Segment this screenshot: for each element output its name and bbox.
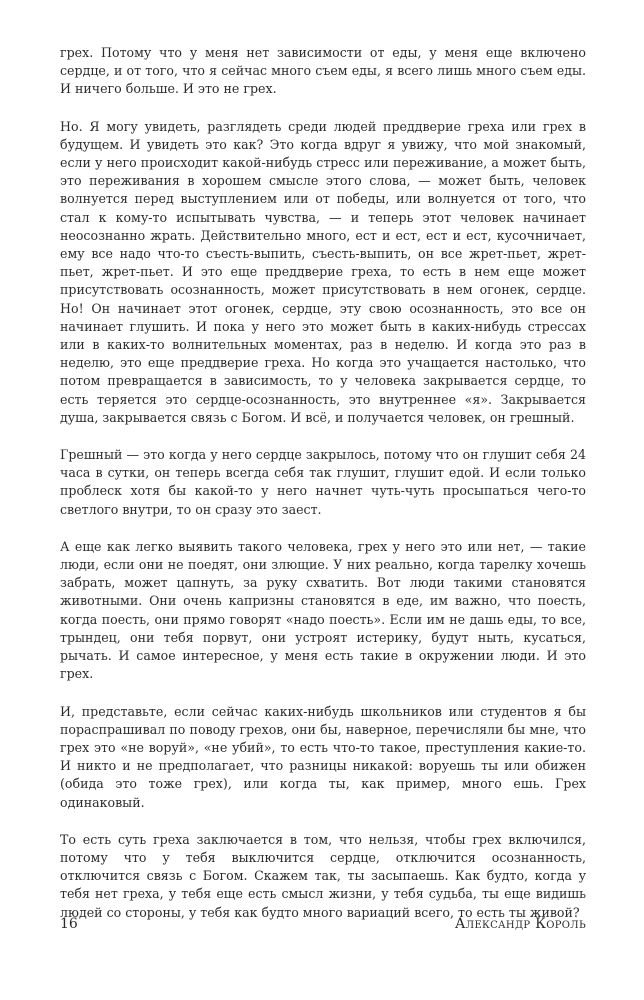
paragraph-6: То есть суть греха заключается в том, что нельзя, чтобы грех включился, потому что у тебя выключится сердце, отключится осознанность, отключится связь с Богом. Скажем так, ты засыпаешь. Как будто, когда у тебя нет греха, у тебя еще есть смысл жизни, у тебя судьба, ты еще видишь людей со стороны, у тебя как будто много вариаций всего, то есть ты живой? [60, 831, 586, 920]
page-number: 16 [60, 916, 78, 932]
page-body-text [60, 44, 586, 922]
paragraph-4: А еще как легко выявить такого человека, грех у него это или нет, — такие люди, если они не поедят, они злющие. У них реально, когда тарелку хочешь забрать, может цапнуть, за руку схватить. Вот люди такими становятся животными. Они очень капризны становятся в еде, им важно, что поесть, когда поесть, они прямо говорят «надо поесть». Если им не дашь еды, то все, трындец, они тебя порвут, они устроят истерику, будут ныть, кусаться, рычать. И самое интересное, у меня есть такие в окружении люди. И это грех. [60, 538, 586, 682]
paragraph-1: грех. Потому что у меня нет зависимости от еды, у меня еще включено сердце, и от того, что я сейчас много съем еды, я всего лишь много съем еды. И ничего больше. И это не грех. [60, 45, 586, 97]
page-footer [60, 916, 586, 940]
paragraph-3: Грешный — это когда у него сердце закрылось, потому что он глушит себя 24 часа в сутки, он теперь всегда себя так глушит, глушит едой. И если только проблеск хотя бы какой-то у него начнет чуть-чуть просыпаться чего-то светлого внутри, то он сразу это заест. [60, 447, 586, 517]
paragraph-5: И, представьте, если сейчас каких-нибудь школьников или студентов я бы пораспрашивал по поводу грехов, они бы, наверное, перечисляли бы мне, что грех это «не воруй», «не убий», то есть что-то такое, преступления какие-то. И никто и не предполагает, что разницы никакой: воруешь ты или обижен (обида это тоже грех), или когда ты, как пример, много ешь. Грех одинаковый. [60, 703, 586, 810]
book-page [60, 44, 586, 984]
paragraph-2: Но. Я могу увидеть, разглядеть среди людей преддверие греха или грех в будущем. И увидеть это как? Это когда вдруг я увижу, что мой знакомый, если у него происходит какой-нибудь стресс или переживание, а может быть, это переживания в хорошем смысле этого слова, — может быть, человек волнуется перед выступлением или от победы, или волнуется от того, что стал к кому-то испытывать чувства, — и теперь этот человек начинает неосознанно жрать. Действительно много, ест и ест, ест и ест, кусочничает, ему все надо что-то съесть-выпить, съесть-выпить, он все жрет-пьет, жрет-пьет, жрет-пьет. И это еще преддверие греха, то есть в нем еще может присутствовать осознанность, может присутствовать в нем огонек, сердце. Но! Он начинает этот огонек, сердце, эту свою осознанность, это все он начинает глушить. И пока у него это может быть в каких-нибудь стрессах или в каких-то волнительных моментах, раз в неделю. И когда это раз в неделю, это еще преддверие греха. Но когда это учащается настолько, что потом превращается в зависимость, то у человека закрывается сердце, то есть теряется это сердце-осознанность, это внутреннее «я». Закрывается душа, закрывается связь с Богом. И всё, и получается человек, он грешный. [60, 118, 586, 425]
running-head-author: Александр Король [454, 916, 586, 932]
